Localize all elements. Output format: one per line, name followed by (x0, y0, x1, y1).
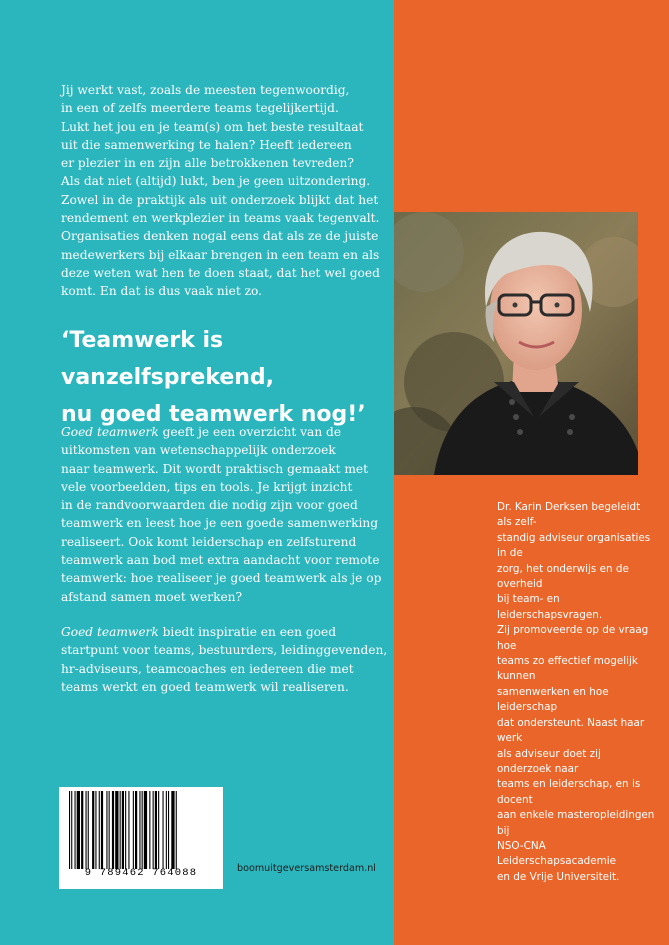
body-line: in de randvoorwaarden die nodig zijn voor goed (61, 498, 358, 513)
barcode-bar (95, 791, 96, 869)
bio-line: aan enkele masteropleidingen bij (497, 809, 655, 837)
barcode-bar (166, 791, 167, 869)
barcode-bars (67, 791, 217, 869)
barcode-bar (133, 791, 134, 869)
pull-quote (61, 322, 391, 433)
barcode-bar (149, 791, 150, 869)
intro-line: Lukt het jou en je team(s) om het beste resultaat (61, 119, 364, 134)
intro-line: uit die samenwerking te halen? Heeft iedereen (61, 137, 352, 152)
intro-line: in een of zelfs meerdere teams tegelijkertijd. (61, 101, 339, 116)
bio-line: standig adviseur organisaties in de (497, 531, 651, 560)
author-bio (497, 500, 657, 885)
barcode-bar (122, 791, 124, 869)
book-title-italic: Goed teamwerk (61, 425, 159, 439)
body-line: teamwerk en leest hoe je een goede samenwerking (61, 516, 379, 531)
barcode-bar (75, 791, 76, 869)
body-line: startpunt voor teams, bestuurders, leidinggevenden, (61, 643, 388, 658)
barcode-bar (77, 791, 80, 869)
intro-line: Jij werkt vast, zoals de meesten tegenwoordig, (61, 83, 350, 97)
barcode-bar (125, 791, 126, 869)
bio-line: als adviseur doet zij onderzoek naar (497, 747, 601, 775)
barcode-bar (81, 791, 83, 869)
barcode-bar (69, 791, 70, 869)
barcode-bar (163, 791, 164, 869)
barcode-bar (88, 791, 89, 869)
bio-line: en de Vrije Universiteit. (497, 870, 620, 883)
quote-line: ‘Teamwerk is vanzelfsprekend, (61, 328, 275, 390)
barcode-bar (115, 791, 118, 869)
barcode-bar (171, 791, 174, 869)
bio-line: NSO-CNA Leiderschapsacademie (497, 839, 617, 868)
barcode-bar (142, 791, 143, 869)
barcode-bar (112, 791, 114, 869)
bio-line: zorg, het onderwijs en de overheid (497, 562, 629, 591)
intro-line: Als dat niet (altijd) lukt, ben je geen uitzondering. (61, 174, 371, 189)
intro-line: Zowel in de praktijk als uit onderzoek blijkt dat het (61, 192, 379, 207)
bio-line: dat ondersteunt. Naast haar werk (497, 716, 645, 745)
barcode-bar (153, 791, 154, 869)
bio-line: teams en leiderschap, en is docent (497, 778, 641, 806)
bio-line: teams zo effectief mogelijk kunnen (497, 655, 638, 683)
isbn-number: 9 789462 764088 (84, 867, 198, 879)
body-line: realiseert. Ook komt leiderschap en zelfsturend (61, 534, 357, 549)
barcode-bar (120, 791, 121, 869)
book-title-italic: Goed teamwerk (61, 625, 159, 639)
barcode-bar (128, 791, 129, 869)
body-line: Goed teamwerk geeft je een overzicht van de (61, 425, 342, 439)
body-paragraph-1 (61, 423, 391, 606)
intro-line: Organisaties denken nogal eens dat als ze de juiste (61, 229, 379, 244)
bio-line: samenwerken en hoe leiderschap (497, 685, 609, 714)
barcode-bar (155, 791, 157, 869)
barcode-bar (101, 791, 103, 869)
intro-line: er plezier in en zijn alle betrokkenen tevreden? (61, 156, 354, 171)
barcode-bar (176, 791, 177, 869)
barcode-bar (86, 791, 87, 869)
intro-line: rendement en werkplezier in teams vaak tegenvalt. (61, 211, 380, 226)
bio-line: bij team- en leiderschapsvragen. (497, 593, 603, 621)
barcode-bar (168, 791, 169, 869)
intro-line: medewerkers bij elkaar brengen in een team en als (61, 247, 380, 262)
body-line: teamwerk aan bod met extra aandacht voor remote (61, 553, 380, 568)
body-line: hr-adviseurs, teamcoaches en iedereen die met (61, 661, 354, 676)
barcode-bar (92, 791, 94, 869)
barcode-bar (144, 791, 147, 869)
bio-line: Zij promoveerde op de vraag hoe (497, 624, 649, 652)
body-line: teamwerk: hoe realiseer je goed teamwerk als je op (61, 571, 382, 586)
isbn-barcode (59, 787, 223, 889)
publisher-url: boomuitgeversamsterdam.nl (237, 863, 376, 874)
intro-paragraph (61, 81, 391, 301)
barcode-bar (71, 791, 72, 869)
body-line: Goed teamwerk biedt inspiratie en een goed (61, 625, 337, 639)
body-line: afstand samen moet werken? (61, 589, 243, 604)
barcode-bar (99, 791, 100, 869)
body-line: vele voorbeelden, tips en tools. Je krijgt inzicht (61, 479, 353, 494)
barcode-bar (135, 791, 137, 869)
author-photo (394, 212, 638, 475)
intro-line: komt. En dat is dus vaak niet zo. (61, 284, 263, 299)
barcode-bar (106, 791, 107, 869)
barcode-bar (139, 791, 140, 869)
intro-line: deze weten wat hen te doen staat, dat het wel goed (61, 265, 380, 280)
barcode-bar (109, 791, 110, 869)
barcode-bar (158, 791, 159, 869)
bio-line: Dr. Karin Derksen begeleidt als zelf- (497, 501, 641, 529)
body-line: naar teamwerk. Dit wordt praktisch gemaakt met (61, 461, 369, 476)
body-line: uitkomsten van wetenschappelijk onderzoek (61, 443, 336, 458)
body-line: teams werkt en goed teamwerk wil realiseren. (61, 679, 349, 694)
body-paragraph-2 (61, 623, 391, 696)
quote-line: nu goed teamwerk nog!’ (61, 402, 366, 427)
